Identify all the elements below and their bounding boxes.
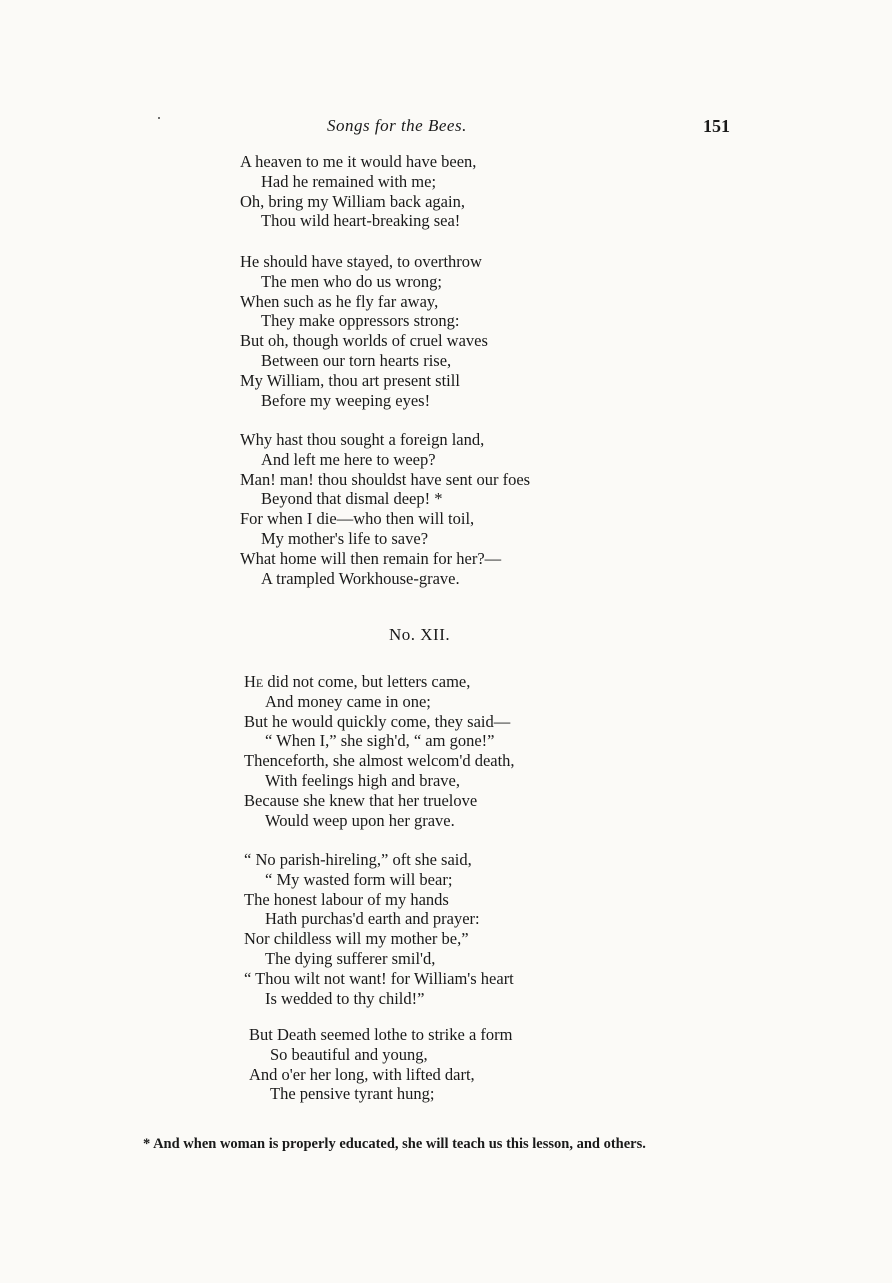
poem-line: Man! man! thou shouldst have sent our foes [240,469,531,489]
poem-line: Why hast thou sought a foreign land, [240,430,485,449]
poem-line: Between our torn hearts rise, [261,350,452,370]
print-speck [158,117,160,119]
page-number: 151 [703,116,730,136]
poem-line: Thou wild heart-breaking sea! [261,211,461,231]
section-stanza-3 [249,1025,512,1104]
poem-line: The men who do us wrong; [261,271,443,291]
poem-line: When such as he fly far away, [240,291,439,311]
poem-line: And o'er her long, with lifted dart, [249,1064,475,1084]
poem-line: Would weep upon her grave. [265,810,455,830]
poem-line: Because she knew that her truelove [244,790,478,810]
poem-line: Hath purchas'd earth and prayer: [265,909,480,929]
poem-stanza-1 [240,152,476,231]
poem-line: And money came in one; [265,691,431,711]
poem-line: And left me here to weep? [261,449,436,469]
poem-line: Before my weeping eyes! [261,390,431,410]
poem-line: “ When I,” she sigh'd, “ am gone!” [265,731,495,751]
poem-line: Nor childless will my mother be,” [244,929,469,949]
poem-stanza-2 [240,252,488,410]
poem-line-text: did not come, but letters came, [267,672,471,691]
poem-line: The honest labour of my hands [244,889,449,909]
poem-line: Is wedded to thy child!” [265,988,425,1008]
poem-line: My mother's life to save? [261,528,429,548]
poem-line: Had he remained with me; [261,171,437,191]
poem-line: But he would quickly come, they said— [244,711,511,731]
poem-line [244,672,515,692]
poem-line: So beautiful and young, [270,1044,428,1064]
poem-line: Thenceforth, she almost welcom'd death, [244,751,515,771]
poem-line: “ No parish-hireling,” oft she said, [244,850,472,869]
poem-line: The pensive tyrant hung; [270,1084,435,1104]
poem-line: A heaven to me it would have been, [240,152,477,171]
poem-line: “ My wasted form will bear; [265,869,453,889]
poem-line: Beyond that dismal deep! * [261,489,443,509]
footnote: * And when woman is properly educated, she will teach us this lesson, and others. [143,1136,646,1152]
poem-line: But oh, though worlds of cruel waves [240,331,488,351]
poem-line: Oh, bring my William back again, [240,191,465,211]
drop-word: He [244,672,264,691]
section-stanza-2 [244,850,514,1008]
poem-line: They make oppressors strong: [261,311,460,331]
section-stanza-1 [244,672,515,830]
poem-line: But Death seemed lothe to strike a form [249,1025,513,1044]
poem-line: “ Thou wilt not want! for William's heart [244,968,514,988]
poem-line: He should have stayed, to overthrow [240,252,482,271]
poem-line: The dying sufferer smil'd, [265,948,436,968]
poem-line: A trampled Workhouse-grave. [261,568,460,588]
section-heading: No. XII. [389,625,451,644]
poem-stanza-3 [240,430,530,588]
running-header-title: Songs for the Bees. [327,116,467,135]
poem-line: What home will then remain for her?— [240,548,502,568]
poem-line: With feelings high and brave, [265,770,460,790]
poem-line: For when I die—who then will toil, [240,509,475,529]
poem-line: My William, thou art present still [240,370,460,390]
